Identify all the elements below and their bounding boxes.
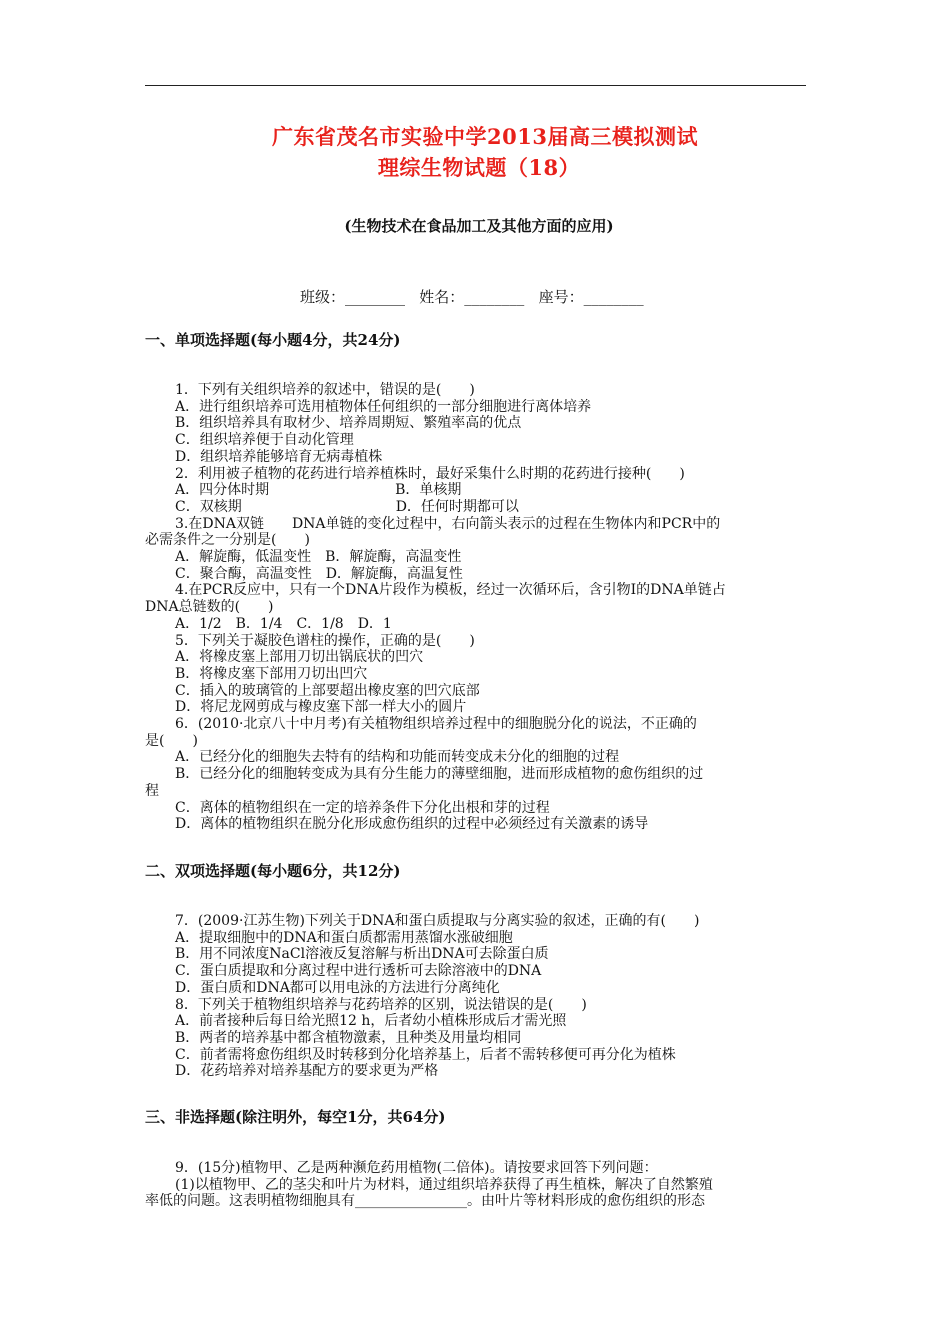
- option-line: C．蛋白质提取和分离过程中进行透析可去除溶液中的DNA: [175, 963, 542, 980]
- option-line: C．双核期 D．任何时期都可以: [175, 498, 519, 515]
- question-line: 1．下列有关组织培养的叙述中，错误的是( ): [175, 382, 475, 398]
- option-line: D．花药培养对培养基配方的要求更为严格: [175, 1063, 439, 1080]
- option-line: D．组织培养能够培育无病毒植株: [175, 448, 383, 465]
- option-line: C．聚合酶，高温变性 D．解旋酶，高温复性: [175, 565, 463, 582]
- section-heading-non-choice: 三、非选择题(除注明外，每空1分，共64分): [145, 1108, 446, 1126]
- option-line: A．前者接种后每日给光照12 h，后者幼小植株形成后才需光照: [175, 1013, 567, 1030]
- question-line: 4.在PCR反应中，只有一个DNA片段作为模板，经过一次循环后，含引物Ⅰ的DNA单链占: [175, 582, 726, 599]
- question-block-double-choice: [145, 913, 807, 1080]
- option-line: B．将橡皮塞下部用刀切出凹穴: [175, 665, 368, 682]
- question-block-non-choice: [145, 1160, 807, 1210]
- page-subtitle-title: 理综生物试题（18）: [377, 155, 581, 180]
- option-line: A．将橡皮塞上部用刀切出锅底状的凹穴: [175, 649, 424, 666]
- option-line: A．提取细胞中的DNA和蛋白质都需用蒸馏水涨破细胞: [175, 929, 513, 946]
- question-line: 7．(2009·江苏生物)下列关于DNA和蛋白质提取与分离实验的叙述，正确的有( ): [175, 913, 700, 929]
- question-line: 2．利用被子植物的花药进行培养植株时，最好采集什么时期的花药进行接种( ): [175, 465, 685, 482]
- option-line: C．插入的玻璃管的上部要超出橡皮塞的凹穴底部: [175, 682, 480, 699]
- option-line: A．进行组织培养可选用植物体任何组织的一部分细胞进行离体培养: [175, 398, 592, 415]
- question-line-continued: DNA总链数的( ): [145, 599, 274, 616]
- question-line: 5．下列关于凝胶色谱柱的操作，正确的是( ): [175, 632, 475, 649]
- question-line-continued: 是( ): [145, 732, 198, 749]
- option-line-continued: 程: [145, 782, 159, 799]
- student-info-fields: 班级：________ 姓名：________ 座号：________: [300, 288, 644, 306]
- question-line-continued: 必需条件之一分别是( ): [145, 532, 310, 549]
- option-line: B．用不同浓度NaCl溶液反复溶解与析出DNA可去除蛋白质: [175, 946, 549, 963]
- option-line: D．离体的植物组织在脱分化形成愈伤组织的过程中必须经过有关激素的诱导: [175, 816, 649, 833]
- section-heading-double-choice: 二、双项选择题(每小题6分，共12分): [145, 862, 401, 880]
- question-line: 6．(2010·北京八十中月考)有关植物组织培养过程中的细胞脱分化的说法，不正确的: [175, 716, 697, 733]
- section-heading-single-choice: 一、单项选择题(每小题4分，共24分): [145, 331, 401, 349]
- question-line: (1)以植物甲、乙的茎尖和叶片为材料，通过组织培养获得了再生植株，解决了自然繁殖: [175, 1176, 713, 1193]
- option-line: C．前者需将愈伤组织及时转移到分化培养基上，后者不需转移便可再分化为植株: [175, 1046, 676, 1063]
- option-line: B．两者的培养基中都含植物激素，且种类及用量均相同: [175, 1029, 522, 1046]
- option-line: A．已经分化的细胞失去特有的结构和功能而转变成未分化的细胞的过程: [175, 749, 620, 766]
- question-block-single-choice: [145, 382, 807, 833]
- question-line: 9．(15分)植物甲、乙是两种濒危药用植物(二倍体)。请按要求回答下列问题：: [175, 1160, 658, 1176]
- option-line: D．蛋白质和DNA都可以用电泳的方法进行分离纯化: [175, 979, 500, 996]
- option-line: A．四分体时期 B．单核期: [175, 482, 462, 499]
- topic-subtitle: (生物技术在食品加工及其他方面的应用): [344, 217, 614, 235]
- top-rule: [145, 85, 806, 86]
- question-line: 8．下列关于植物组织培养与花药培养的区别，说法错误的是( ): [175, 996, 587, 1013]
- question-line: 3.在DNA双链 DNA单链的变化过程中，右向箭头表示的过程在生物体内和PCR中的: [175, 515, 721, 532]
- option-line: D．将尼龙网剪成与橡皮塞下部一样大小的圆片: [175, 699, 467, 716]
- option-line: B．组织培养具有取材少、培养周期短、繁殖率高的优点: [175, 415, 522, 432]
- question-line-continued: 率低的问题。这表明植物细胞具有________________。由叶片等材料形成的愈伤组织的形态: [145, 1193, 705, 1210]
- page-title: 广东省茂名市实验中学2013届高三模拟测试: [272, 124, 698, 149]
- option-line: A．1/2 B．1/4 C．1/8 D．1: [175, 615, 392, 632]
- option-line: A．解旋酶，低温变性 B．解旋酶，高温变性: [175, 549, 462, 566]
- option-line: C．离体的植物组织在一定的培养条件下分化出根和芽的过程: [175, 799, 550, 816]
- option-line: C．组织培养便于自动化管理: [175, 432, 354, 449]
- option-line: B．已经分化的细胞转变成为具有分生能力的薄壁细胞，进而形成植物的愈伤组织的过: [175, 766, 704, 783]
